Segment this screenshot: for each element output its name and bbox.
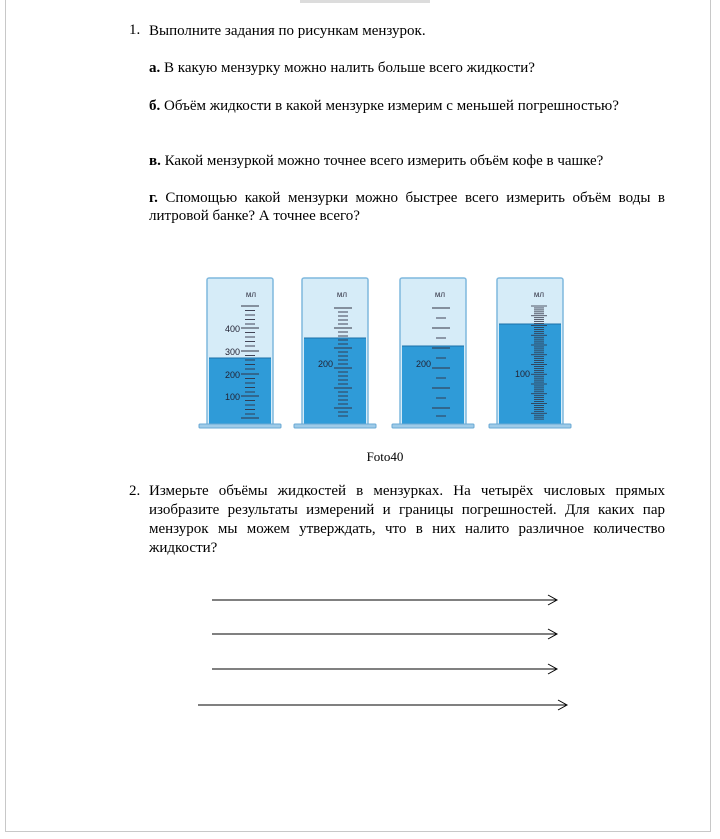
q1-item-d [149, 189, 665, 225]
cylinder-4 [489, 270, 573, 430]
cylinder-3 [392, 270, 476, 430]
cylinder-1-base [199, 424, 281, 428]
cylinder-2-label-200: 200 [317, 359, 333, 369]
cylinder-3-liquid [402, 346, 464, 426]
q1-item-b [149, 97, 665, 115]
q1-number: 1. [129, 22, 141, 38]
cylinder-1-unit: мл [245, 290, 257, 299]
q1-item-b-label: б. [149, 98, 161, 114]
cylinder-1 [199, 270, 283, 430]
q1-item-a-text: В какую мензурку можно налить больше всего жидкости? [160, 60, 535, 76]
number-line-4 [198, 699, 570, 711]
cylinder-2-base [294, 424, 376, 428]
q1-item-c-text: Какой мензуркой можно точнее всего измерить объём кофе в чашке? [160, 153, 604, 169]
number-line-2 [212, 628, 562, 640]
cylinder-3-label-200: 200 [415, 359, 431, 369]
cylinder-1-liquid [209, 358, 271, 426]
cut-off-header [300, 0, 430, 3]
cylinder-2 [294, 270, 378, 430]
q2-number: 2. [129, 483, 141, 499]
figure-caption: Foto40 [366, 449, 404, 464]
number-line-3 [212, 663, 562, 675]
cylinder-2-liquid [304, 338, 366, 426]
cylinder-1-label-200: 200 [224, 370, 240, 380]
cylinder-3-unit: мл [434, 290, 446, 299]
q2-text: Измерьте объёмы жидкостей в мензурках. На четырёх числовых прямых изобразите результаты измерений и границы погрешностей. Для каких пар мензурок мы можем утверждать, что в них налито различное количество жидкости? [149, 483, 665, 556]
q1-item-c-label: в. [149, 153, 161, 169]
q1-item-a-label: а. [149, 60, 161, 76]
cylinder-2-unit: мл [336, 290, 348, 299]
cylinder-1-label-300: 300 [224, 347, 240, 357]
cylinder-4-base [489, 424, 571, 428]
q1-item-d-text: Спомощью какой мензурки можно быстрее всего измерить объём воды в литровой банке? А точнее всего? [149, 190, 665, 224]
q1-item-c [149, 152, 665, 170]
q1-item-b-text: Объём жидкости в какой мензурке измерим с меньшей погрешностью? [160, 98, 619, 114]
cylinder-1-label-400: 400 [224, 324, 240, 334]
q1-text: Выполните задания по рисункам мензурок. [149, 23, 426, 39]
cylinder-1-label-100: 100 [224, 392, 240, 402]
cylinder-4-liquid [499, 324, 561, 426]
cylinder-4-unit: мл [533, 290, 545, 299]
number-line-1 [212, 594, 562, 606]
cylinder-4-label-100: 100 [514, 369, 530, 379]
q1-item-d-label: г. [149, 190, 158, 206]
cylinder-3-base [392, 424, 474, 428]
q1-item-a [149, 59, 665, 77]
